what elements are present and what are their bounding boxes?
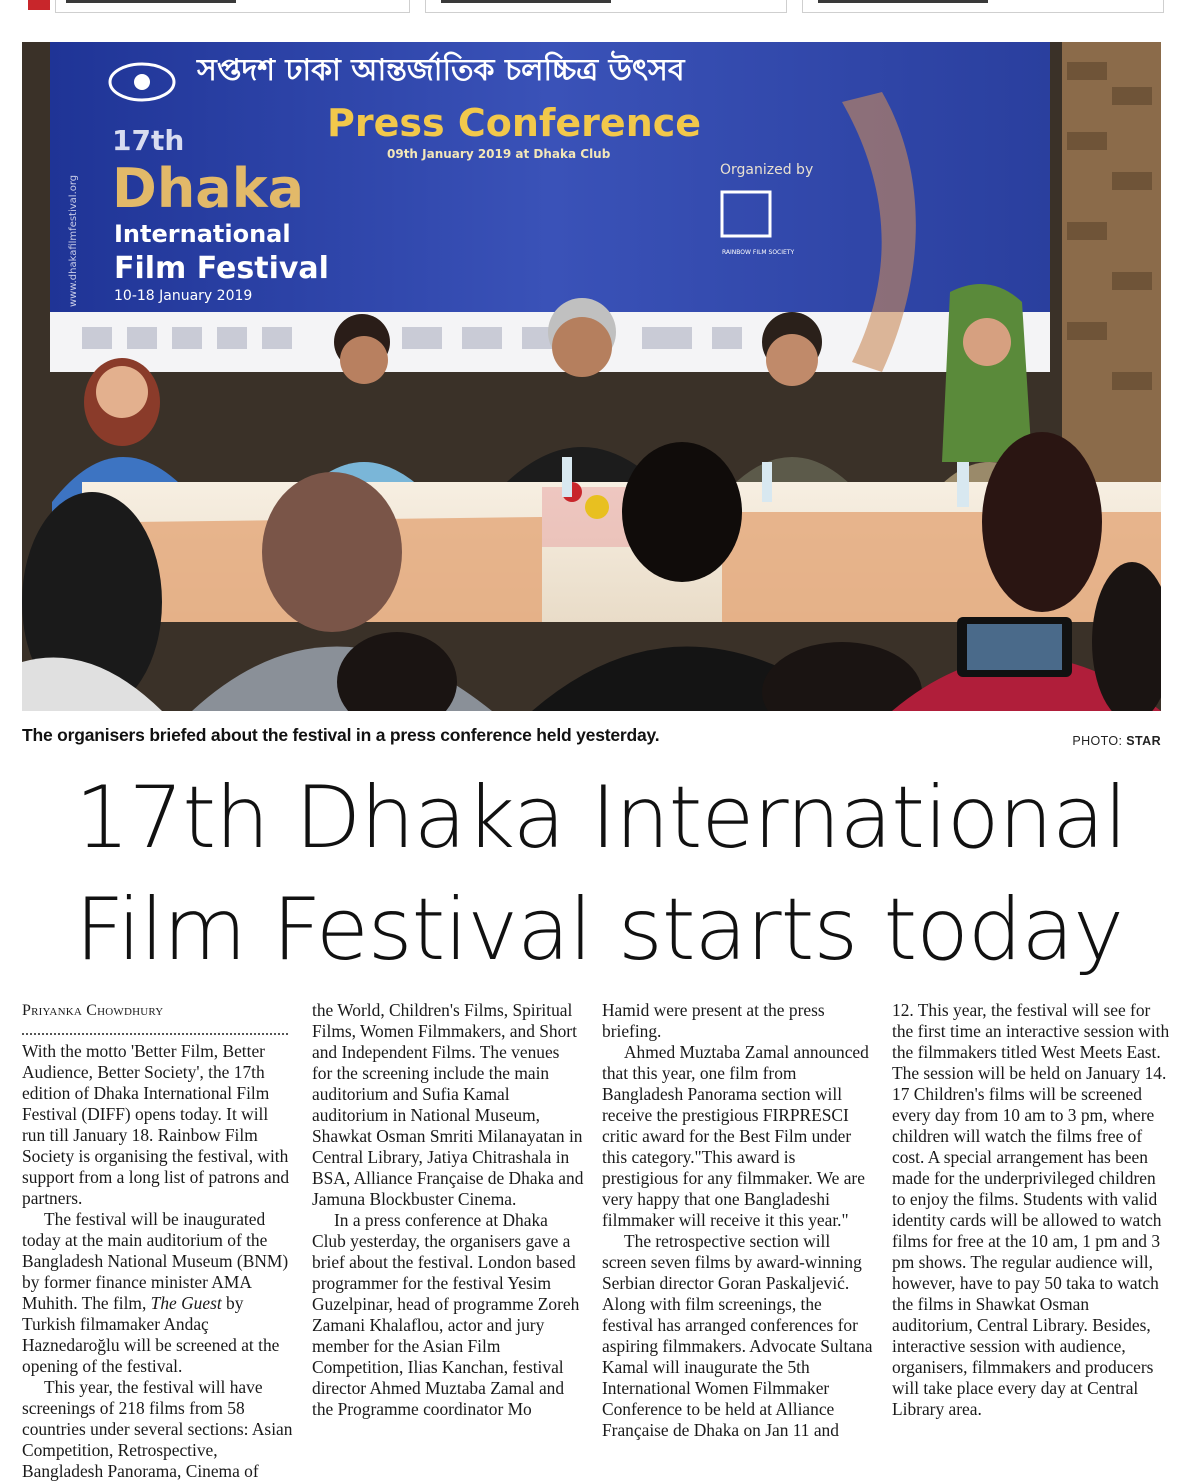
banner-date-venue: 09th January 2019 at Dhaka Club (387, 147, 611, 161)
strip-cell-2 (425, 0, 787, 13)
credit-source: STAR (1126, 734, 1161, 748)
banner-international: International (114, 220, 291, 248)
headline-line-1: 17th Dhaka International (75, 768, 1127, 868)
col1-paragraph-2: The festival will be inaugurated today at the main auditorium of the Bangladesh National Museum (BNM) by former finance minister AMA Muhith. The film, The Guest by Turkish filmamaker Andaç Haznedaroğlu will be screened at the opening of the festival. (22, 1209, 289, 1376)
headline-line-2: Film Festival starts today (75, 880, 1123, 980)
banner-dates: 10-18 January 2019 (114, 288, 253, 304)
col2-paragraph-1: the World, Children's Films, Spiritual Films, Women Filmmakers, and Short and Independent Films. The venues for the screening include the main auditorium and Sufia Kamal auditorium in National Museum, Shawkat Osman Smriti Milanayatan in Central Library, Jatiya Chitrashala in BSA, Alliance Française de Dhaka and Jamuna Blockbuster Cinema. (312, 1000, 584, 1209)
banner-edition: 17th (112, 124, 185, 157)
strip-cell-3 (802, 0, 1164, 13)
article-headline (75, 762, 1175, 986)
strip-cell-1 (55, 0, 410, 13)
photo-credit (1072, 734, 1161, 748)
col1-paragraph-1: With the motto 'Better Film, Better Audience, Better Society', the 17th edition of Dhaka International Film Festival (DIFF) opens today. It will run till January 18. Rainbow Film Society is organising the festival, with support from a long list of patrons and partners. (22, 1041, 290, 1208)
banner-dhaka: Dhaka (112, 157, 305, 220)
banner-press-conference: Press Conference (327, 101, 702, 145)
banner-organized-by: Organized by (720, 162, 814, 178)
credit-label: PHOTO: (1072, 734, 1127, 748)
banner-bengali-title: সপ্তদশ ঢাকা আন্তর্জাতিক চলচ্চিত্র উৎসব (197, 53, 685, 88)
col1-paragraph-3: This year, the festival will have screenings of 218 films from 58 countries under several sections: Asian Competition, Retrospective, Bangladesh Panorama, Cinema of (22, 1377, 293, 1481)
article-column-1 (22, 1000, 294, 1482)
col4-paragraph-1: 12. This year, the festival will see for the first time an interactive session with the filmmakers titled West Meets East. The session will be held on January 14. 17 Children's films will be screened every day from 10 am to 3 pm, where children will watch the films free of cost. A special arrangement has been made for the underprivileged children to enjoy the films. Students with valid identity cards will be allowed to watch films for free at the 10 am, 1 pm and 3 pm shows. The regular audience will, however, have to pay 50 taka to watch the films in Shawkat Osman auditorium, Central Library. Besides, interactive session with audience, organisers, filmmakers and producers will take place every day at Central Library area. (892, 1000, 1170, 1419)
photo-caption: The organisers briefed about the festival in a press conference held yesterday. (22, 725, 660, 745)
banner-side-url: www.dhakafilmfestival.org (68, 174, 79, 307)
article-column-2 (312, 1000, 584, 1420)
banner-organizer: RAINBOW FILM SOCIETY (722, 249, 795, 256)
col2-paragraph-2: In a press conference at Dhaka Club yesterday, the organisers gave a brief about the festival. London based programmer for the festival Yesim Guzelpinar, head of programme Zoreh Zamani Khalaflou, actor and jury member for the Asian Film Competition, Ilias Kanchan, festival director Ahmed Muztaba Zamal and the Programme coordinator Mo (312, 1210, 580, 1419)
article-column-3 (602, 1000, 874, 1441)
col3-paragraph-2: Ahmed Muztaba Zamal announced that this year, one film from Bangladesh Panorama section will receive the prestigious FIRPRESCI critic award for the Best Film under this category."This award is prestigious for any filmmaker. We are very happy that one Bangladeshi filmmaker will receive it this year." (602, 1042, 869, 1230)
banner-film-festival: Film Festival (114, 251, 329, 286)
col3-paragraph-1: Hamid were present at the press briefing. (602, 1000, 825, 1041)
previous-page-strip (0, 0, 1203, 14)
col3-paragraph-3: The retrospective section will screen seven films by award-winning Serbian director Goran Paskaljević. Along with film screenings, the festival has arranged conferences for aspiring filmmakers. Advocate Sultana Kamal will inaugurate the 5th International Women Filmmaker Conference to be held at Alliance Française de Dhaka on Jan 11 and (602, 1231, 873, 1440)
press-conference-photo (22, 42, 1161, 711)
film-title: The Guest (150, 1293, 222, 1313)
article-column-4 (892, 1000, 1172, 1420)
byline-divider (22, 1023, 288, 1035)
byline: Priyanka Chowdhury (22, 1002, 164, 1019)
section-marker (28, 0, 50, 10)
